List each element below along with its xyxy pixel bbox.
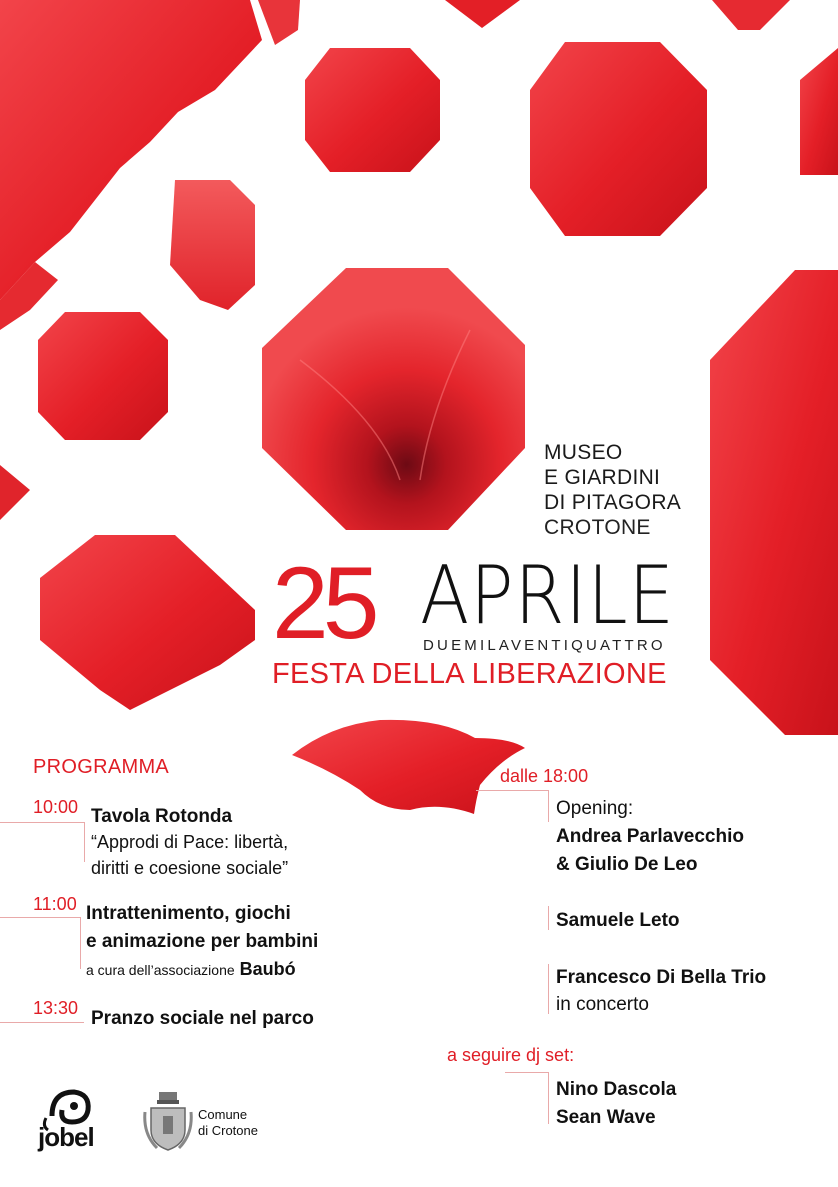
date-day: 25 <box>272 546 374 660</box>
divider-line <box>548 1072 549 1124</box>
petal-shape <box>445 0 520 28</box>
jobel-wordmark: jobel <box>38 1122 94 1152</box>
dj-2: Sean Wave <box>556 1107 656 1128</box>
divider-line <box>84 822 85 862</box>
program-time-1: 10:00 <box>33 797 79 817</box>
crest-icon <box>143 1090 193 1152</box>
program-heading: PROGRAMMA <box>33 756 170 778</box>
divider-line <box>548 964 549 1014</box>
divider-line <box>0 917 80 918</box>
program-title-2b: e animazione per bambini <box>86 931 319 952</box>
petal-shape <box>0 465 30 520</box>
crotone-crest <box>143 1090 193 1152</box>
divider-line <box>0 1022 84 1023</box>
petal-shape <box>40 535 255 710</box>
artist-francesco-sub: in concerto <box>556 994 649 1015</box>
venue-city: CROTONE <box>544 516 651 539</box>
petal-octagon <box>38 312 168 440</box>
venue-line-2: E GIARDINI <box>544 466 661 489</box>
jobel-logo <box>38 1088 108 1158</box>
divider-line <box>80 917 81 969</box>
program-sub-2-name: Baubó <box>239 959 296 979</box>
opening-artist-2: & Giulio De Leo <box>556 854 698 875</box>
petal-shape <box>170 180 255 310</box>
petal-octagon <box>530 42 707 236</box>
divider-line <box>548 906 549 930</box>
petal-shape <box>292 720 525 814</box>
petal-shape <box>258 0 300 45</box>
venue-block <box>544 440 681 540</box>
program-sub-2 <box>86 957 296 982</box>
opening-label: Opening: <box>556 798 634 819</box>
comune-label-1: Comune <box>198 1107 248 1122</box>
divider-line <box>505 1072 548 1073</box>
program-title-1: Tavola Rotonda <box>91 806 233 827</box>
artist-francesco: Francesco Di Bella Trio <box>556 967 767 988</box>
program-sub-1a: “Approdi di Pace: libertà, <box>91 832 289 852</box>
date-month: APRILE <box>420 549 675 642</box>
evening-time: dalle 18:00 <box>500 766 589 786</box>
program-sub-1b: diritti e coesione sociale” <box>91 858 289 878</box>
dj-1: Nino Dascola <box>556 1079 677 1100</box>
comune-label-2: di Crotone <box>198 1123 258 1138</box>
program-sub-2-prefix: a cura dell’associazione <box>86 962 235 978</box>
petal-shape <box>712 0 790 30</box>
program-time-3: 13:30 <box>33 998 79 1018</box>
venue-line-1: MUSEO <box>544 441 623 464</box>
program-time-2: 11:00 <box>33 894 77 914</box>
divider-line <box>476 790 548 791</box>
opening-artist-1: Andrea Parlavecchio <box>556 826 744 847</box>
program-title-2a: Intrattenimento, giochi <box>86 903 291 924</box>
artist-samuele: Samuele Leto <box>556 910 680 931</box>
petal-shape <box>710 270 838 735</box>
petal-octagon <box>305 48 440 172</box>
after-label: a seguire dj set: <box>447 1045 575 1065</box>
festival-title: FESTA DELLA LIBERAZIONE <box>272 658 667 690</box>
petal-shape <box>800 48 838 175</box>
divider-line <box>548 790 549 822</box>
venue-line-3: DI PITAGORA <box>544 491 682 514</box>
date-year: DUEMILAVENTIQUATTRO <box>423 637 666 654</box>
poppy-octagon <box>262 268 525 530</box>
divider-line <box>0 822 84 823</box>
program-title-3: Pranzo sociale nel parco <box>91 1008 314 1029</box>
